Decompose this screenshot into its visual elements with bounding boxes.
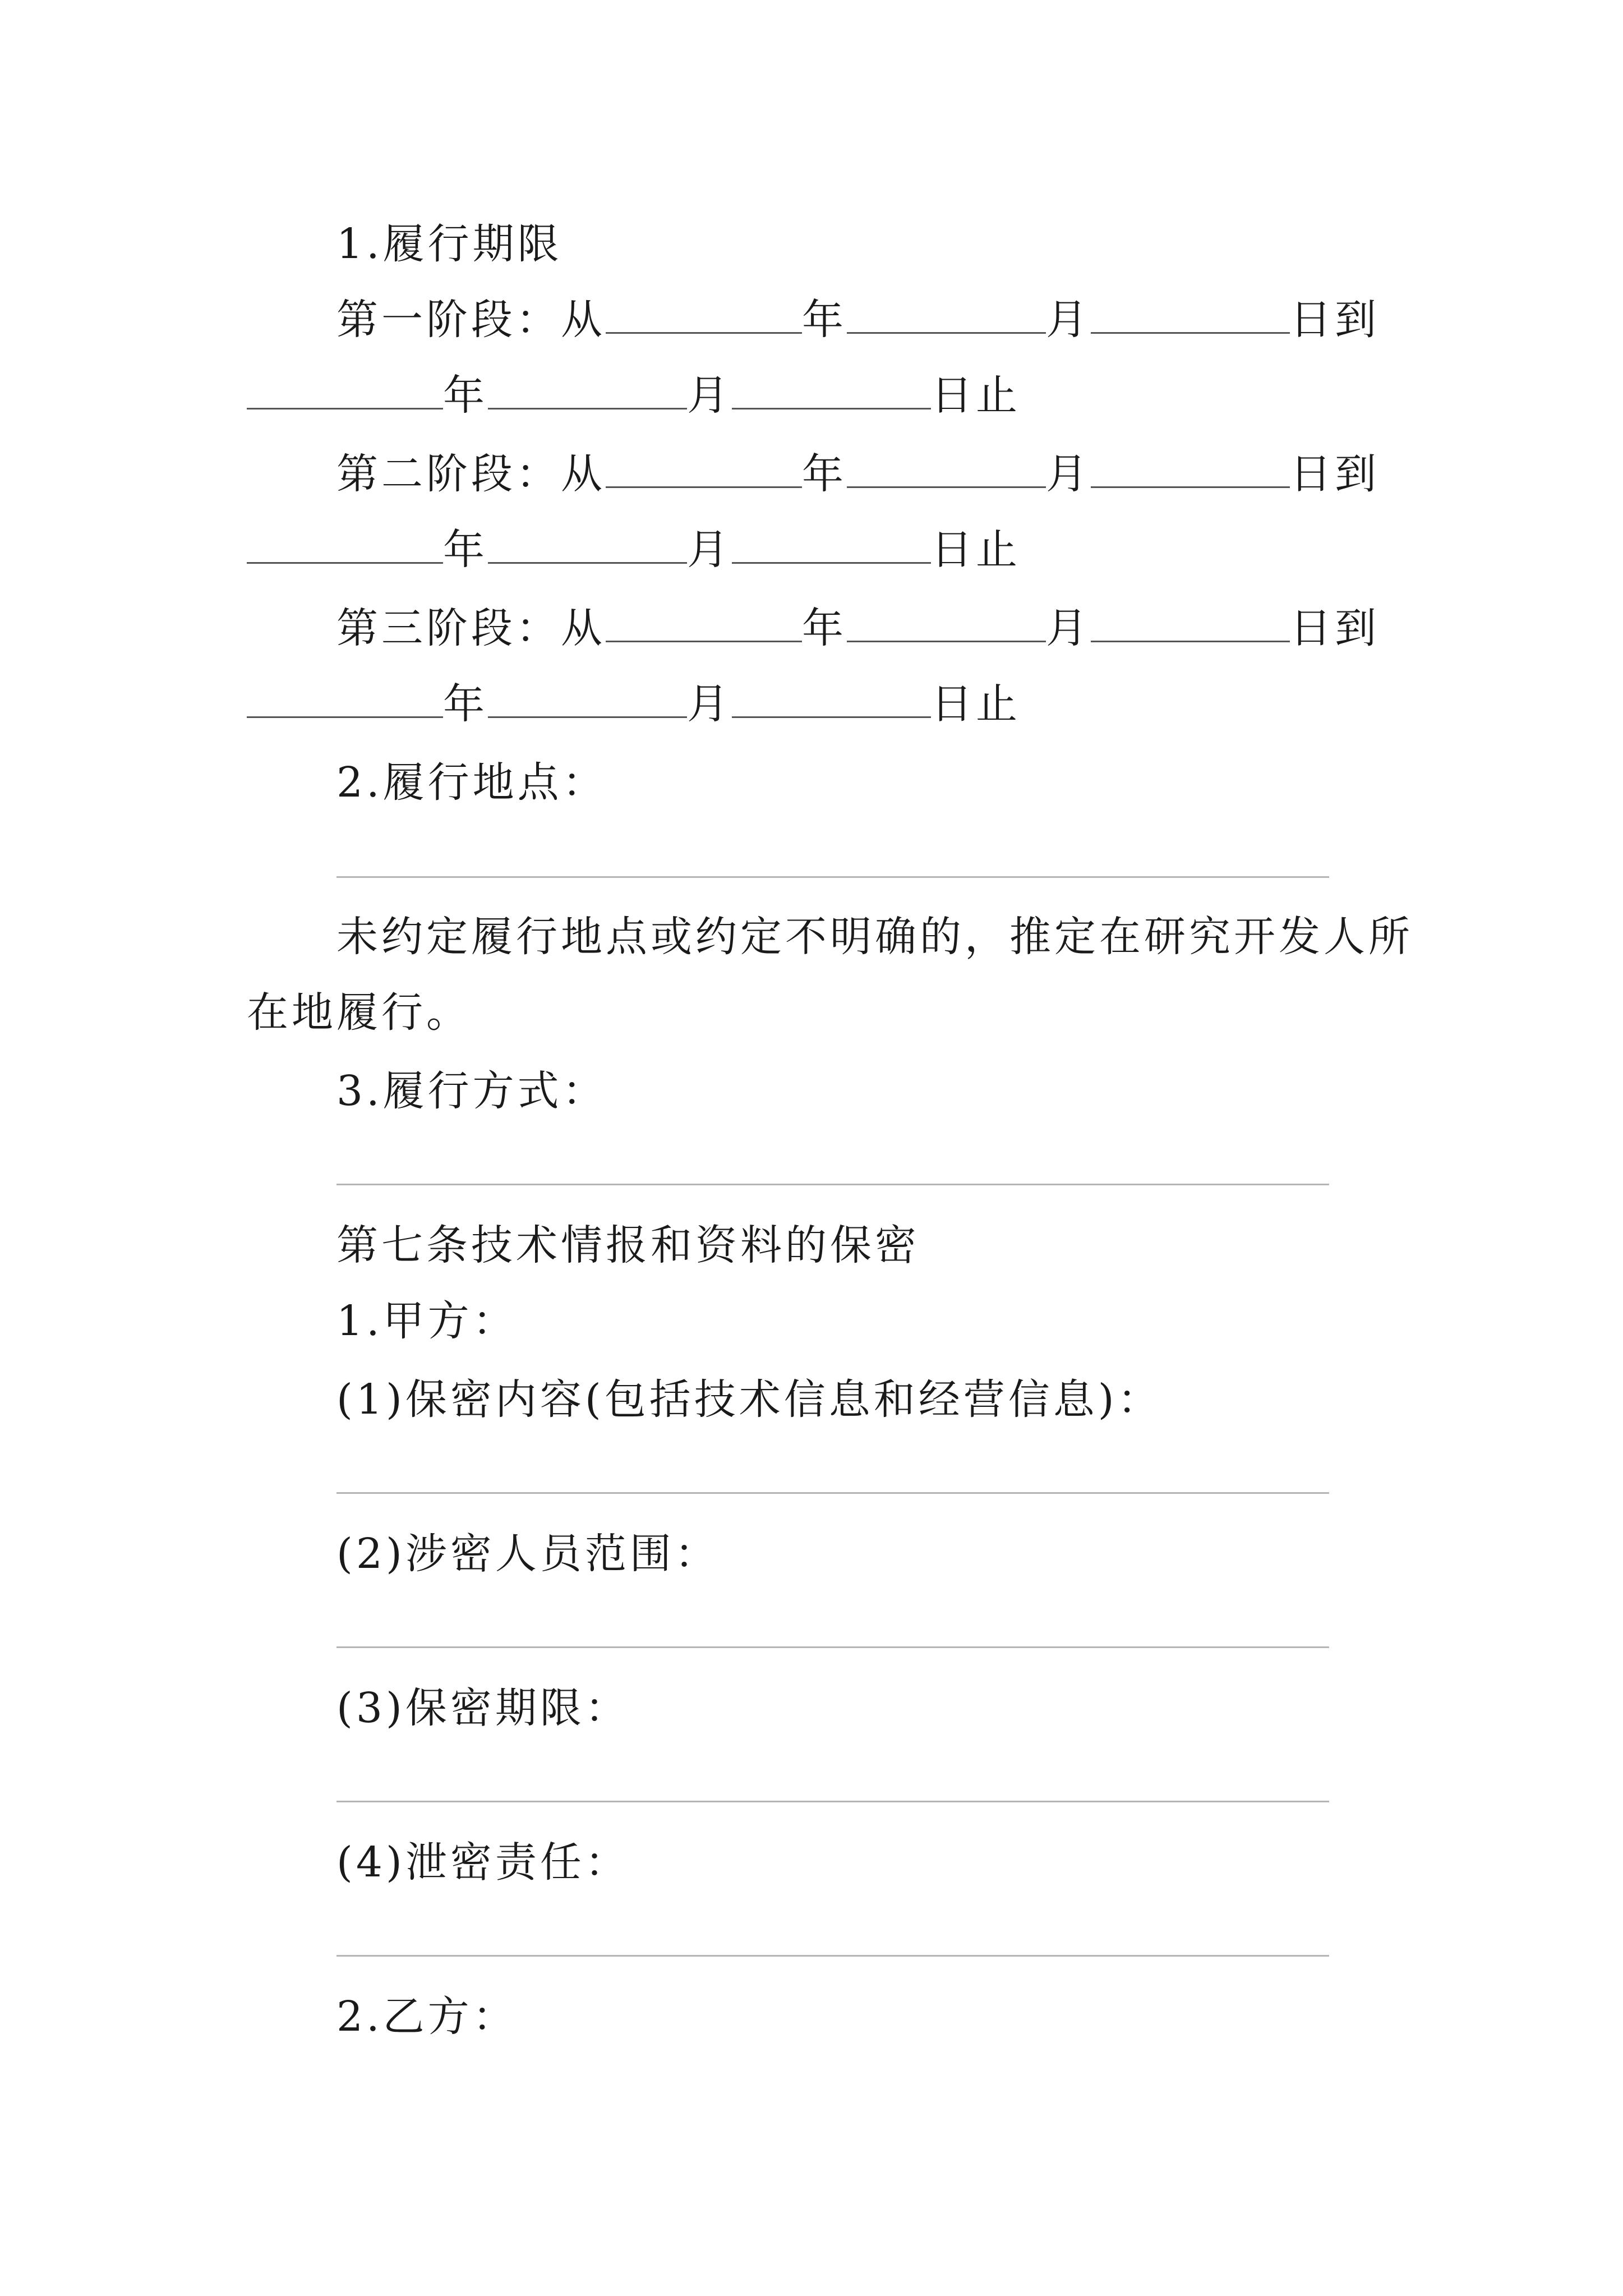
stage1-label: 第一阶段：从 (336, 296, 606, 344)
month-label: 月 (687, 680, 732, 728)
stage2-end-row (247, 522, 1021, 578)
stage2-row (336, 446, 1380, 502)
stage2-start-day-blank[interactable] (1091, 449, 1290, 488)
stage3-end-row (247, 676, 1021, 732)
stage3-end-month-blank[interactable] (488, 679, 687, 718)
leak-liability-fill-line[interactable] (336, 1955, 1329, 1957)
stage2-end-day-blank[interactable] (732, 525, 931, 564)
stage2-end-month-blank[interactable] (488, 525, 687, 564)
day-to-label: 日到 (1290, 296, 1380, 344)
stage3-start-year-blank[interactable] (606, 604, 802, 642)
leak-liability-label: (4)泄密责任： (336, 1838, 630, 1887)
year-label: 年 (443, 371, 488, 420)
personnel-scope-label: (2)涉密人员范围： (336, 1530, 720, 1578)
stage2-start-year-blank[interactable] (606, 449, 802, 488)
confidential-content-fill-line[interactable] (336, 1492, 1329, 1494)
month-label: 月 (687, 526, 732, 574)
stage2-start-month-blank[interactable] (847, 449, 1046, 488)
year-label: 年 (443, 526, 488, 574)
stage1-end-month-blank[interactable] (488, 371, 687, 409)
stage1-end-year-blank[interactable] (247, 371, 443, 409)
day-end-label: 日止 (931, 371, 1021, 420)
place-note-line1: 未约定履行地点或约定不明确的，推定在研究开发人所 (336, 913, 1413, 961)
month-label: 月 (687, 371, 732, 420)
day-to-label: 日到 (1290, 450, 1380, 498)
personnel-scope-fill-line[interactable] (336, 1646, 1329, 1648)
day-end-label: 日止 (931, 526, 1021, 574)
stage3-start-day-blank[interactable] (1091, 604, 1290, 642)
confidential-content-label: (1)保密内容(包括技术信息和经营信息)： (336, 1375, 1163, 1424)
year-label: 年 (802, 450, 847, 498)
period-title: 1.履行期限 (336, 220, 562, 268)
month-label: 月 (1046, 296, 1091, 344)
stage1-end-row (247, 367, 1021, 424)
article7-title: 第七条技术情报和资料的保密 (336, 1221, 920, 1269)
place-title: 2.履行地点： (336, 758, 607, 807)
place-fill-line[interactable] (336, 876, 1329, 878)
month-label: 月 (1046, 604, 1091, 652)
stage3-row (336, 600, 1380, 656)
year-label: 年 (443, 680, 488, 728)
day-to-label: 日到 (1290, 604, 1380, 652)
month-label: 月 (1046, 450, 1091, 498)
stage1-start-month-blank[interactable] (847, 295, 1046, 334)
party-a-label: 1.甲方： (336, 1297, 518, 1345)
stage1-start-day-blank[interactable] (1091, 295, 1290, 334)
method-fill-line[interactable] (336, 1184, 1329, 1185)
stage1-start-year-blank[interactable] (606, 295, 802, 334)
stage2-end-year-blank[interactable] (247, 525, 443, 564)
year-label: 年 (802, 296, 847, 344)
party-b-label: 2.乙方： (336, 1993, 518, 2041)
stage1-end-day-blank[interactable] (732, 371, 931, 409)
stage3-end-year-blank[interactable] (247, 679, 443, 718)
stage3-label: 第三阶段：从 (336, 604, 606, 652)
stage3-end-day-blank[interactable] (732, 679, 931, 718)
stage2-label: 第二阶段：从 (336, 450, 606, 498)
method-title: 3.履行方式： (336, 1067, 607, 1115)
confidential-period-label: (3)保密期限： (336, 1684, 630, 1732)
confidential-period-fill-line[interactable] (336, 1801, 1329, 1802)
year-label: 年 (802, 604, 847, 652)
day-end-label: 日止 (931, 680, 1021, 728)
stage1-row (336, 292, 1380, 348)
stage3-start-month-blank[interactable] (847, 604, 1046, 642)
place-note-line2: 在地履行。 (247, 988, 471, 1037)
